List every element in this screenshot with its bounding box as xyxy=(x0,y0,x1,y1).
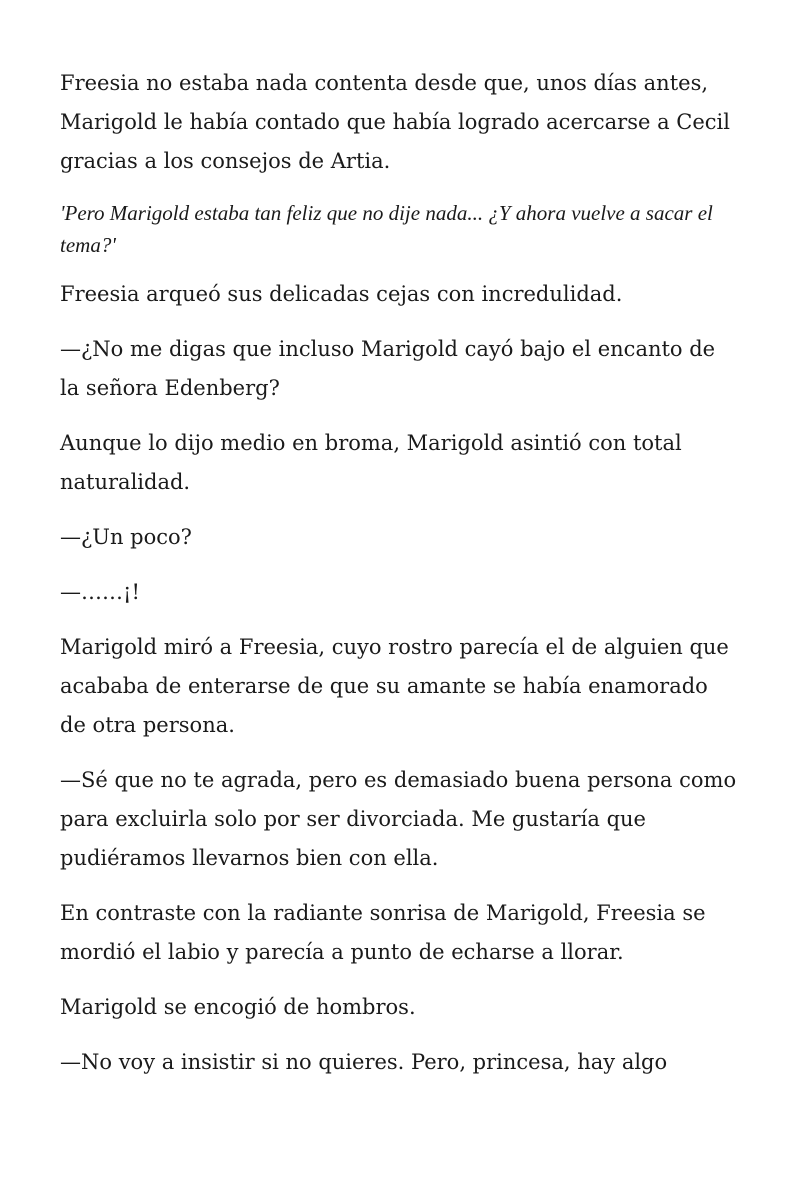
paragraph-narration: En contraste con la radiante sonrisa de Marigold, Freesia se mordió el labio y parecía a punto de echarse a llorar. xyxy=(60,901,706,964)
paragraph-narration: Marigold se encogió de hombros. xyxy=(60,995,416,1019)
paragraph-narration: Freesia arqueó sus delicadas cejas con incredulidad. xyxy=(60,282,623,306)
paragraph-dialogue: —Sé que no te agrada, pero es demasiado buena persona como para excluirla solo por ser divorciada. Me gustaría que pudiéramos llevarnos bien con ella. xyxy=(60,768,737,870)
paragraph-dialogue: —¿No me digas que incluso Marigold cayó bajo el encanto de la señora Edenberg? xyxy=(60,337,716,400)
paragraph-inner-thought: 'Pero Marigold estaba tan feliz que no dije nada... ¿Y ahora vuelve a sacar el tema?' xyxy=(60,201,713,257)
paragraph-dialogue: —¿Un poco? xyxy=(60,525,192,549)
paragraph-narration: Aunque lo dijo medio en broma, Marigold asintió con total naturalidad. xyxy=(60,431,682,494)
paragraph-dialogue: —……¡! xyxy=(60,580,140,604)
paragraph-dialogue: —No voy a insistir si no quieres. Pero, princesa, hay algo xyxy=(60,1050,668,1074)
paragraph-intro: Freesia no estaba nada contenta desde que, unos días antes, Marigold le había contado que había logrado acercarse a Cecil gracias a los consejos de Artia. xyxy=(60,71,730,173)
paragraph-narration: Marigold miró a Freesia, cuyo rostro parecía el de alguien que acababa de enterarse de que su amante se había enamorado de otra persona. xyxy=(60,635,729,737)
